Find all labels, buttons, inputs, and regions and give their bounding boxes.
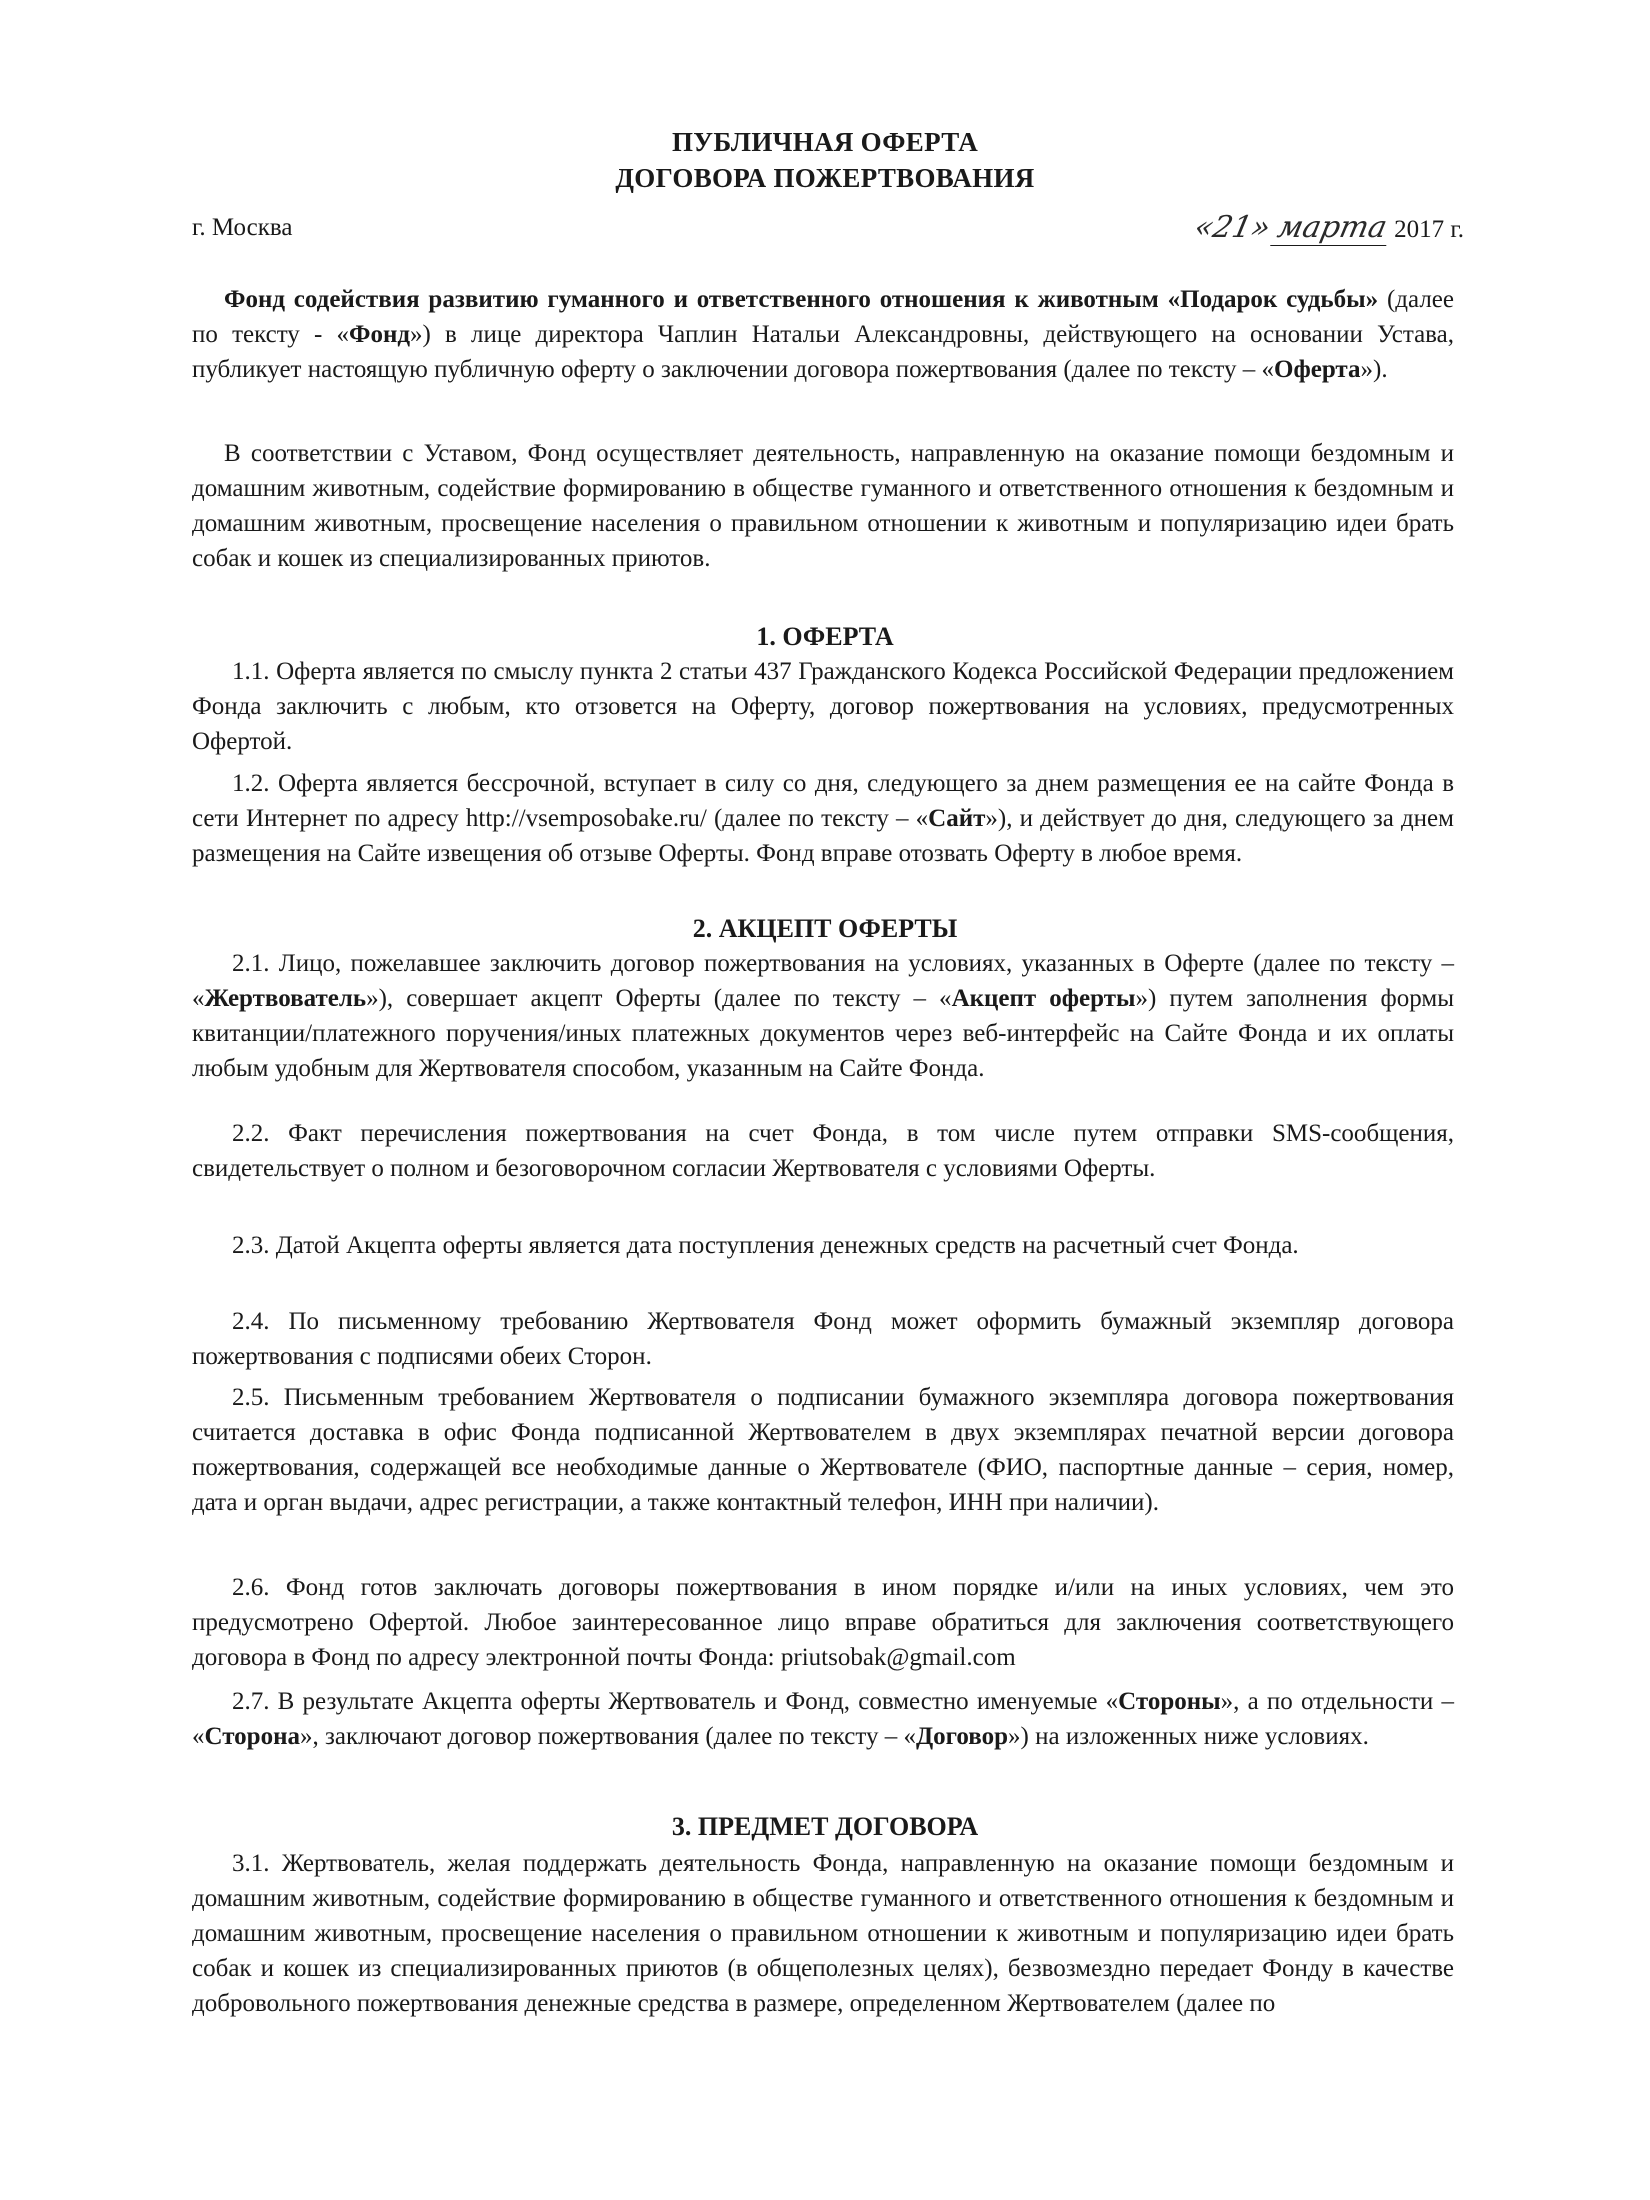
section-1-heading: 1. ОФЕРТА [756, 622, 894, 651]
clause-2-1-text-a: 2.1. Лицо, пожелавшее заключить договор пожертвования на условиях, указанных в Оферте (далее по тексту – « [192, 950, 1454, 1012]
clause-2-7 [192, 1684, 1454, 1754]
clause-1-2 [192, 766, 1454, 871]
clause-2-4 [192, 1304, 1454, 1374]
parties-term: Стороны [1118, 1688, 1221, 1715]
clause-2-3-text: 2.3. Датой Акцепта оферты является дата поступления денежных средств на расчетный счет Фонда. [232, 1232, 1299, 1259]
clause-2-1-text-c: ») путем заполнения формы квитанции/платежного поручения/иных платежных документов через веб-интерфейс на Сайте Фонда и их оплаты любым удобным для Жертвователя способом, указанным на Сайте Фонда. [192, 985, 1454, 1082]
clause-1-1 [192, 654, 1454, 759]
intro-paragraph [192, 436, 1454, 576]
clause-1-1-text: 1.1. Оферта является по смыслу пункта 2 статьи 437 Гражданского Кодекса Российской Федерации предложением Фонда заключить с любым, кто отзовется на Оферту, договор пожертвования на условиях, предусмотренных Офертой. [192, 658, 1454, 755]
clause-2-5 [192, 1380, 1454, 1520]
preamble-paragraph [192, 282, 1454, 387]
clause-2-1-text-b: »), совершает акцепт Оферты (далее по тексту – « [366, 985, 952, 1012]
clause-2-6 [192, 1570, 1454, 1675]
clause-1-2-text-a: 1.2. Оферта является бессрочной, вступает в силу со дня, следующего за днем размещения ее на сайте Фонда в сети Интернет по адресу http://vsemposobake.ru/ (далее по тексту – « [192, 770, 1454, 832]
clause-3-1-text: 3.1. Жертвователь, желая поддержать деятельность Фонда, направленную на оказание помощи бездомным и домашним животным, содействие формированию в обществе гуманного и ответственного отношения к бездомным и домашним животным, просвещение населения о правильном отношении к животным и популяризацию идеи брать собак и кошек из специализированных приютов (в общеполезных целях), безвозмездно передает Фонду в качестве добровольного пожертвования денежные средства в размере, определенном Жертвователем (далее по [192, 1850, 1454, 2017]
site-term: Сайт [928, 805, 986, 832]
clause-2-7-text-a: 2.7. В результате Акцепта оферты Жертвователь и Фонд, совместно именуемые « [232, 1688, 1119, 1715]
clause-1-2-text-b: »), и действует до дня, следующего за днем размещения на Сайте извещения об отзыве Оферты. Фонд вправе отозвать Оферту в любое время. [192, 805, 1454, 867]
document-date [1191, 210, 1464, 247]
contract-term: Договор [915, 1723, 1009, 1750]
clause-2-5-text: 2.5. Письменным требованием Жертвователя о подписании бумажного экземпляра договора пожертвования считается доставка в офис Фонда подписанной Жертвователем в двух экземплярах печатной версии договора пожертвования, содержащей все необходимые данные о Жертвователе (ФИО, паспортные данные – серия, номер, дата и орган выдачи, адрес регистрации, а также контактный телефон, ИНН при наличии). [192, 1384, 1454, 1516]
section-3-heading: 3. ПРЕДМЕТ ДОГОВОРА [671, 1812, 979, 1841]
document-title-line-2: ДОГОВОРА ПОЖЕРТВОВАНИЯ [615, 163, 1035, 193]
clause-3-1 [192, 1846, 1454, 2021]
offer-term: Оферта [1274, 356, 1361, 383]
section-2-heading: 2. АКЦЕПТ ОФЕРТЫ [692, 914, 958, 943]
preamble-text-a: (далее по тексту - « [192, 286, 1454, 348]
donor-term: Жертвователь [204, 985, 367, 1012]
fund-full-name: Фонд содействия развитию гуманного и ответственного отношения к животным «Подарок судьбы» [224, 286, 1379, 313]
handwritten-month: марта [1270, 210, 1394, 246]
clause-2-2 [192, 1116, 1454, 1186]
intro-text: В соответствии с Уставом, Фонд осуществляет деятельность, направленную на оказание помощи бездомным и домашним животным, содействие формированию в обществе гуманного и ответственного отношения к бездомным и домашним животным, просвещение населения о правильном отношении к животным и популяризацию идеи брать собак и кошек из специализированных приютов. [192, 440, 1454, 572]
date-year: 2017 г. [1394, 216, 1464, 243]
clause-2-6-text: 2.6. Фонд готов заключать договоры пожертвования в ином порядке и/или на иных условиях, чем это предусмотрено Офертой. Любое заинтересованное лицо вправе обратиться для заключения соответствующего договора в Фонд по адресу электронной почты Фонда: priutsobak@gmail.com [192, 1574, 1454, 1671]
clause-2-3 [192, 1228, 1454, 1263]
document-title-line-1: ПУБЛИЧНАЯ ОФЕРТА [672, 127, 978, 157]
fund-short-name: Фонд [349, 321, 411, 348]
clause-2-7-text-d: ») на изложенных ниже условиях. [1008, 1723, 1369, 1750]
handwritten-day: «21» [1191, 210, 1274, 245]
clause-2-4-text: 2.4. По письменному требованию Жертвователя Фонд может оформить бумажный экземпляр договора пожертвования с подписями обеих Сторон. [192, 1308, 1454, 1370]
acceptance-term: Акцепт оферты [951, 985, 1136, 1012]
preamble-text-c: »). [1360, 356, 1388, 383]
clause-2-2-text: 2.2. Факт перечисления пожертвования на счет Фонда, в том числе путем отправки SMS-сообщения, свидетельствует о полном и безоговорочном согласии Жертвователя с условиями Оферты. [192, 1120, 1454, 1182]
clause-2-7-text-b: », а по отдельности – « [192, 1688, 1454, 1750]
clause-2-1 [192, 946, 1454, 1086]
party-term: Сторона [204, 1723, 300, 1750]
clause-2-7-text-c: », заключают договор пожертвования (далее по тексту – « [299, 1723, 916, 1750]
city-label: г. Москва [192, 214, 293, 241]
preamble-text-b: ») в лице директора Чаплин Натальи Александровны, действующего на основании Устава, публикует настоящую публичную оферту о заключении договора пожертвования (далее по тексту – « [192, 321, 1454, 383]
